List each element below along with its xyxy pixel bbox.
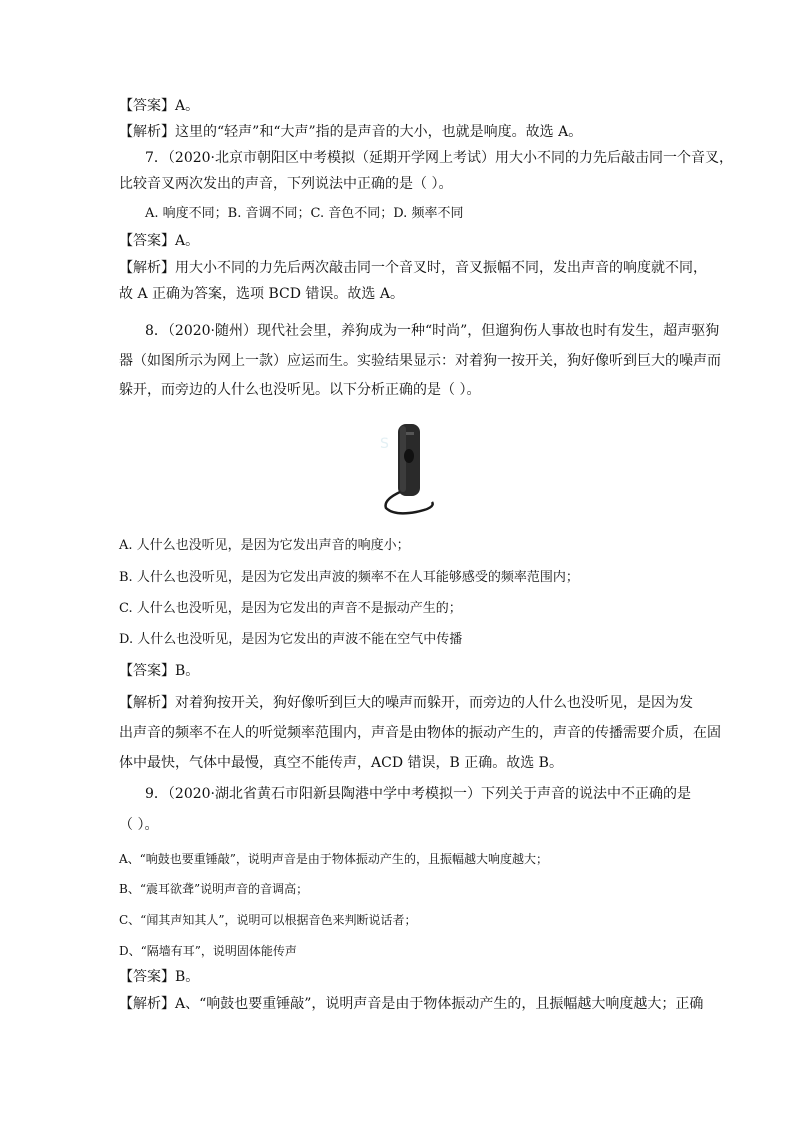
q6-analysis bbox=[119, 122, 582, 142]
q9-option-c: C、“闻其声知其人”，说明可以根据音色来判断说话者； bbox=[119, 913, 417, 927]
q8-option-b: B. 人什么也没听见，是因为它发出声波的频率不在人耳能够感受的频率范围内； bbox=[119, 570, 579, 585]
q8-stem-line1: 8．（2020·随州）现代社会里，养狗成为一种“时尚”，但遛狗伤人事故也时有发生，超声驱狗 bbox=[145, 323, 720, 339]
dog-repeller-image bbox=[378, 418, 440, 518]
answer-value: A。 bbox=[175, 233, 200, 249]
analysis-tag: 【解析】 bbox=[119, 996, 175, 1012]
answer-tag: 【答案】 bbox=[119, 663, 175, 679]
analysis-tag: 【解析】 bbox=[119, 695, 175, 711]
q8-option-c: C. 人什么也没听见，是因为它发出的声音不是振动产生的； bbox=[119, 601, 462, 616]
q7-options: A. 响度不同；B. 音调不同；C. 音色不同；D. 频率不同 bbox=[145, 206, 464, 221]
q9-answer bbox=[119, 967, 199, 987]
analysis-text: 这里的“轻声”和“大声”指的是声音的大小，也就是响度。故选 A。 bbox=[175, 124, 583, 140]
answer-value: B。 bbox=[175, 663, 200, 679]
q8-stem-line2: 器（如图所示为网上一款）应运而生。实验结果显示：对着狗一按开关，狗好像听到巨大的噪声而 bbox=[119, 353, 721, 369]
q8-analysis-line2: 出声音的频率不在人的听觉频率范围内，声音是由物体的振动产生的，声音的传播需要介质，在固 bbox=[119, 725, 721, 741]
q8-option-d: D. 人什么也没听见，是因为它发出的声波不能在空气中传播 bbox=[119, 632, 463, 647]
q7-analysis-line2: 故 A 正确为答案，选项 BCD 错误。故选 A。 bbox=[119, 286, 404, 302]
q9-analysis-line1 bbox=[119, 994, 703, 1014]
q8-analysis-line3: 体中最快，气体中最慢，真空不能传声，ACD 错误，B 正确。故选 B。 bbox=[119, 755, 563, 771]
q7-stem-line1: 7．（2020·北京市朝阳区中考模拟（延期开学网上考试）用大小不同的力先后敲击同一个音叉， bbox=[145, 150, 733, 166]
answer-tag: 【答案】 bbox=[119, 233, 175, 249]
analysis-tag: 【解析】 bbox=[119, 260, 175, 276]
answer-tag: 【答案】 bbox=[119, 98, 175, 114]
q7-answer bbox=[119, 231, 199, 251]
watermark-mark: S bbox=[380, 436, 389, 452]
analysis-tag: 【解析】 bbox=[119, 124, 175, 140]
q9-option-d: D、“隔墙有耳”，说明固体能传声 bbox=[119, 944, 297, 958]
answer-tag: 【答案】 bbox=[119, 969, 175, 985]
q9-option-a: A、“响鼓也要重锤敲”，说明声音是由于物体振动产生的，且振幅越大响度越大； bbox=[119, 852, 548, 866]
q8-analysis-line1 bbox=[119, 693, 693, 713]
q9-stem-line1: 9．（2020·湖北省黄石市阳新县陶港中学中考模拟一）下列关于声音的说法中不正确的是 bbox=[145, 786, 691, 802]
answer-value: B。 bbox=[175, 969, 200, 985]
device-led bbox=[406, 432, 414, 435]
q8-answer bbox=[119, 661, 199, 681]
device-button bbox=[404, 449, 414, 463]
analysis-text: 对着狗按开关，狗好像听到巨大的噪声而躲开，而旁边的人什么也没听见，是因为发 bbox=[175, 695, 693, 711]
answer-value: A。 bbox=[175, 98, 200, 114]
q9-option-b: B、“震耳欲聋”说明声音的音调高； bbox=[119, 882, 309, 896]
analysis-text: A、“响鼓也要重锤敲”，说明声音是由于物体振动产生的，且振幅越大响度越大；正确 bbox=[175, 996, 704, 1012]
q6-answer bbox=[119, 96, 199, 116]
q7-analysis-line1 bbox=[119, 258, 707, 278]
analysis-text: 用大小不同的力先后两次敲击同一个音叉时，音叉振幅不同，发出声音的响度就不同， bbox=[175, 260, 707, 276]
q9-stem-line2: （ ）。 bbox=[119, 817, 159, 833]
q8-stem-line3: 躲开，而旁边的人什么也没听见。以下分析正确的是（ ）。 bbox=[119, 382, 481, 398]
q8-option-a: A. 人什么也没听见，是因为它发出声音的响度小； bbox=[119, 538, 410, 553]
q7-stem-line2: 比较音叉两次发出的声音，下列说法中正确的是（ ）。 bbox=[119, 176, 453, 192]
